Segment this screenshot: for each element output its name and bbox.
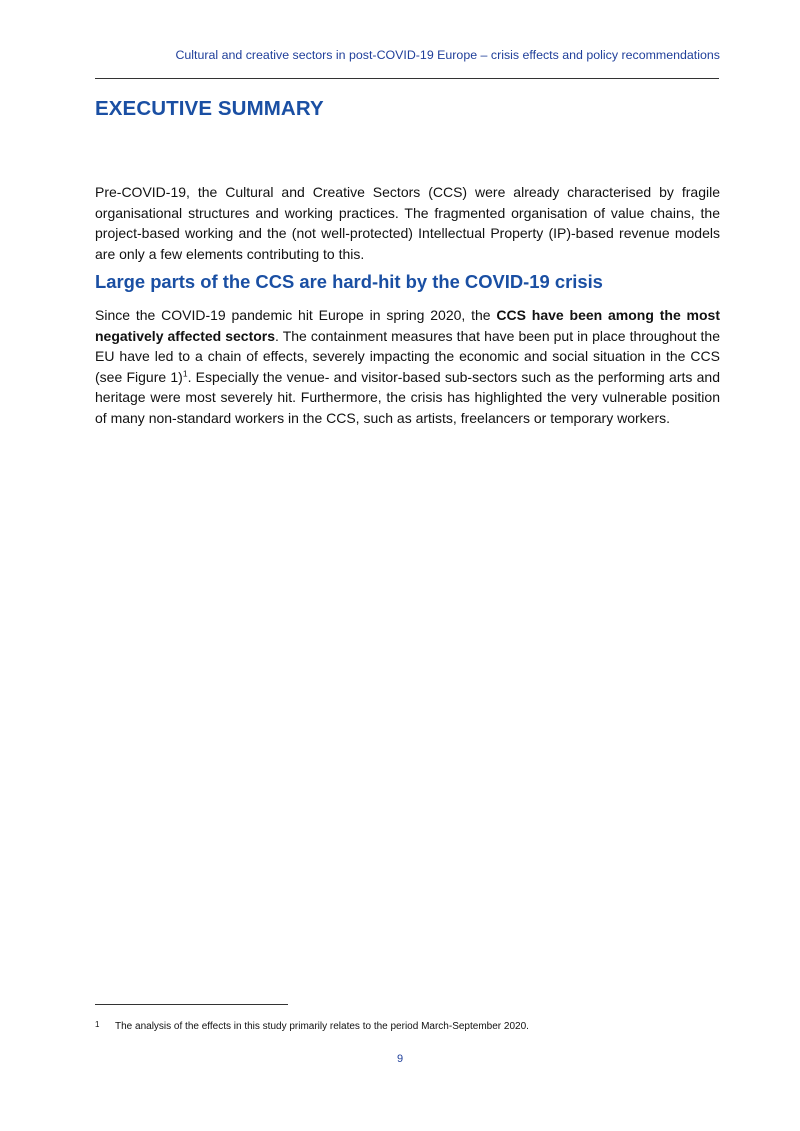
footnote-divider — [95, 1004, 288, 1005]
section-heading: Large parts of the CCS are hard-hit by the COVID-19 crisis — [95, 271, 603, 292]
intro-paragraph: Pre-COVID-19, the Cultural and Creative Sectors (CCS) were already characterised by fragile organisational structures and working practices. The fragmented organisation of value chains, the project-based working and the (not well-protected) Intellectual Property (IP)-based revenue models are only a few elements contributing to this. — [95, 184, 720, 262]
footnote-reference[interactable]: 1 — [182, 367, 188, 378]
footnote-text: The analysis of the effects in this study primarily relates to the period March-September 2020. — [115, 1021, 529, 1032]
page-title: EXECUTIVE SUMMARY — [95, 97, 324, 120]
effects-emphasis: CCS have been among the most negatively affected sectors — [95, 307, 721, 344]
effects-paragraph — [95, 305, 720, 428]
footnote — [95, 1020, 529, 1032]
footnote-marker: 1 — [95, 1020, 100, 1029]
page-number: 9 — [396, 1053, 404, 1065]
effects-text-part1: Since the COVID-19 pandemic hit Europe in spring 2020, the — [95, 307, 497, 323]
header-divider — [95, 78, 719, 79]
effects-text-part3: . Especially the venue- and visitor-based sub-sectors such as the performing arts and heritage were most severely hit. Furthermore, the crisis has highlighted the very vulnerable position of many non-standard workers in the CCS, such as artists, freelancers or temporary workers. — [95, 368, 720, 426]
effects-text-part2: . The containment measures that have been put in place throughout the EU have led to a chain of effects, severely impacting the economic and social situation in the CCS (see Figure 1) — [95, 327, 721, 385]
running-header: Cultural and creative sectors in post-COVID-19 Europe – crisis effects and policy recommendations — [175, 48, 720, 62]
